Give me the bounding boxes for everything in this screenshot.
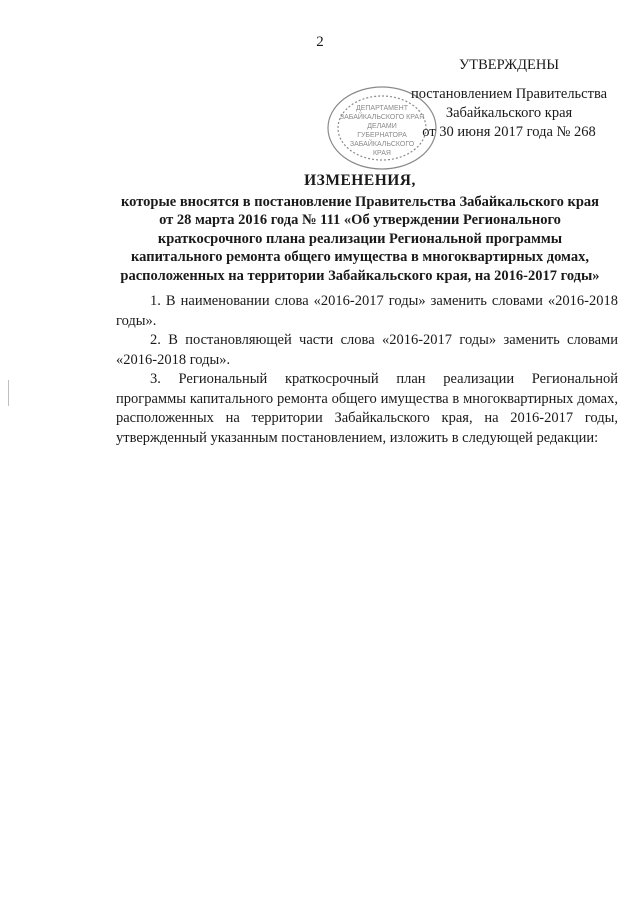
approval-block [404, 56, 614, 142]
paragraph-2: 2. В постановляющей части слова «2016-2017 годы» заменить словами «2016-2018 годы». [116, 332, 618, 368]
title-line-2: от 28 марта 2016 года № 111 «Об утверждении Регионального [159, 212, 561, 228]
approval-heading: УТВЕРЖДЕНЫ [458, 57, 560, 73]
approval-line-3: от 30 июня 2017 года № 268 [422, 124, 596, 140]
title-line-5: расположенных на территории Забайкальского края, на 2016-2017 годы» [120, 267, 600, 284]
stamp-line-4: ГУБЕРНАТОРА [357, 132, 407, 139]
stamp-line-3: ДЕЛАМИ [367, 123, 397, 130]
title-line-1: которые вносятся в постановление Правительства Забайкальского края [121, 193, 599, 210]
page-number: 2 [316, 34, 324, 50]
stamp-line-5: ЗАБАЙКАЛЬСКОГО [349, 141, 415, 148]
title-line-3: краткосрочного плана реализации Региональной программы [157, 230, 563, 247]
document-title-block [100, 172, 620, 285]
document-title: ИЗМЕНЕНИЯ, [304, 172, 416, 189]
stamp-line-1: ДЕПАРТАМЕНТ [355, 105, 409, 112]
title-line-4: капитального ремонта общего имущества в многоквартирных домах, [131, 249, 589, 265]
approval-line-1: постановлением Правительства [410, 86, 608, 102]
paragraph-3: 3. Региональный краткосрочный план реализации Региональной программы капитального ремонта общего имущества в многоквартирных домах, расположенных на территории Забайкальского края, на 2016-2017 годы, утвержденный указанным постановлением, изложить в следующей редакции: [116, 371, 618, 446]
stamp-line-6: КРАЯ [372, 150, 392, 157]
approval-line-2: Забайкальского края [445, 105, 573, 121]
margin-scan-mark [8, 380, 9, 406]
stamp-line-2: ЗАБАЙКАЛЬСКОГО КРАЯ [339, 114, 425, 121]
paragraph-1: 1. В наименовании слова «2016-2017 годы» заменить словами «2016-2018 годы». [116, 293, 618, 329]
document-body [116, 292, 618, 448]
